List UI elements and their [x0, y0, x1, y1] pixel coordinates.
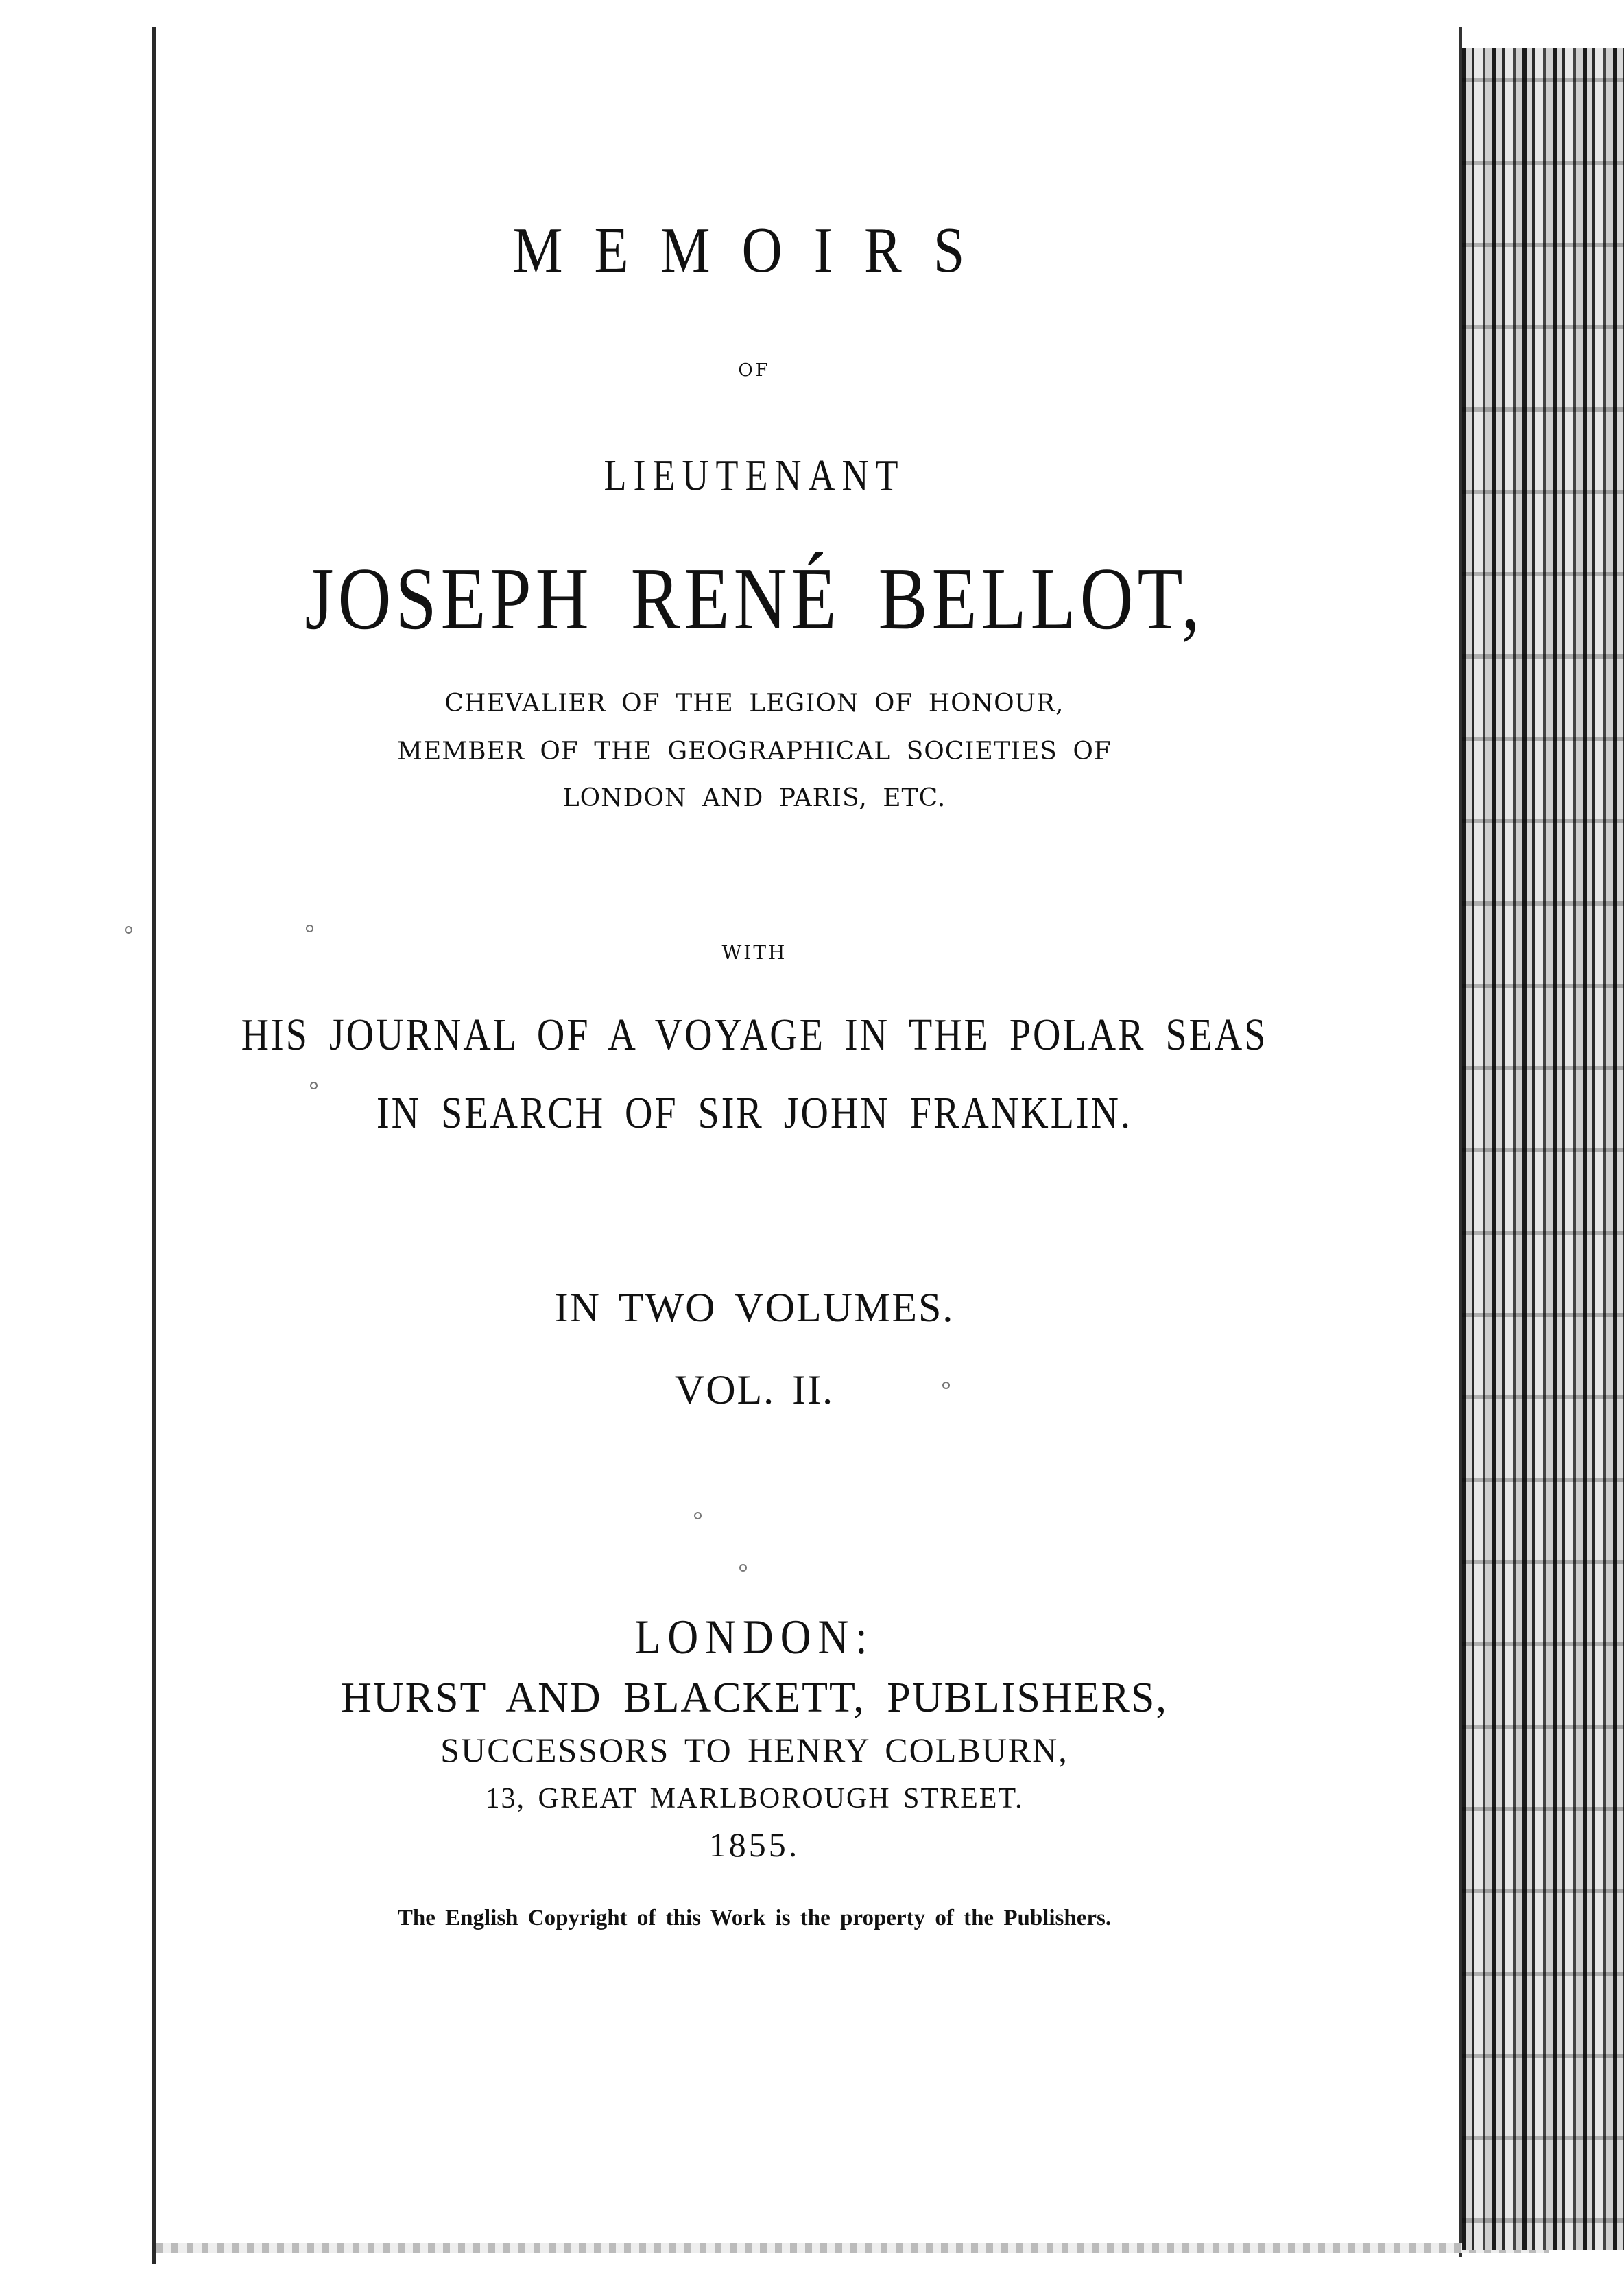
imprint-publisher: HURST AND BLACKETT, PUBLISHERS,	[341, 1675, 1168, 1721]
volume-number: VOL. II.	[674, 1367, 835, 1412]
title-with: WITH	[721, 941, 787, 964]
imprint-address: 13, GREAT MARLBOROUGH STREET.	[485, 1783, 1024, 1814]
imprint-successors: SUCCESSORS TO HENRY COLBURN,	[440, 1731, 1068, 1769]
paper-speck	[306, 925, 313, 932]
volume-count: IN TWO VOLUMES.	[554, 1285, 955, 1330]
imprint-year: 1855.	[708, 1825, 800, 1864]
paper-speck	[694, 1512, 702, 1519]
title-of: OF	[738, 360, 771, 381]
paper-speck	[739, 1564, 747, 1572]
page-bottom-edge	[156, 2243, 1549, 2253]
subtitle-line: HIS JOURNAL OF A VOYAGE IN THE POLAR SEAS	[241, 1010, 1268, 1061]
credential-line: MEMBER OF THE GEOGRAPHICAL SOCIETIES OF	[397, 737, 1112, 766]
title-heading: MEMOIRS	[512, 214, 996, 286]
facing-page-edge	[0, 0, 152, 2272]
subtitle-line: IN SEARCH OF SIR JOHN FRANKLIN.	[377, 1088, 1132, 1139]
author-rank: LIEUTENANT	[604, 451, 905, 500]
paper-speck	[310, 1082, 318, 1089]
imprint-city: LONDON:	[634, 1610, 874, 1665]
paper-speck	[125, 926, 132, 934]
credential-line: LONDON AND PARIS, ETC.	[562, 784, 946, 812]
book-fore-edge-shading	[1462, 48, 1624, 2250]
copyright-notice: The English Copyright of this Work is the property of the Publishers.	[397, 1906, 1112, 1930]
paper-speck	[942, 1382, 950, 1389]
author-name: JOSEPH RENÉ BELLOT,	[304, 550, 1204, 648]
credential-line: CHEVALIER OF THE LEGION OF HONOUR,	[444, 689, 1064, 718]
